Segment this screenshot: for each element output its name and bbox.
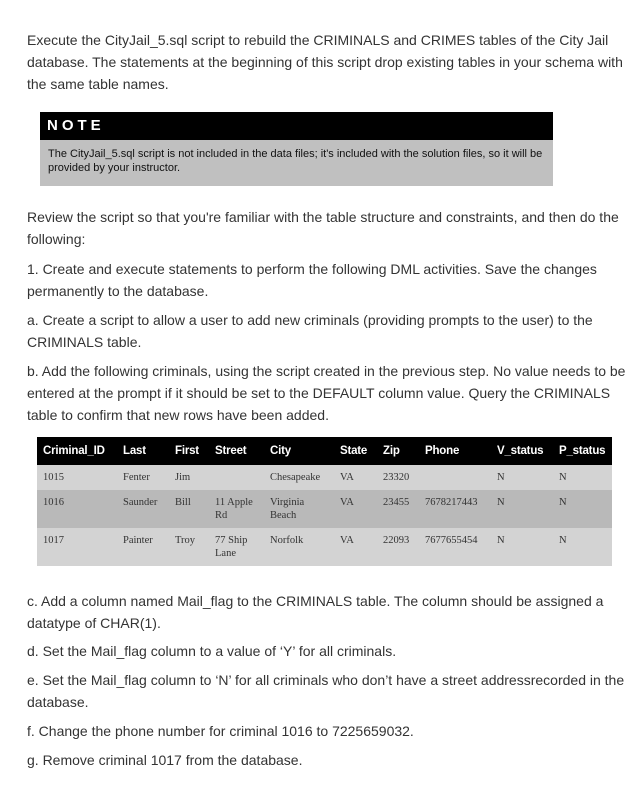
- col-phone: Phone: [419, 437, 491, 465]
- col-zip: Zip: [377, 437, 419, 465]
- cell-phone: 7678217443: [419, 490, 491, 528]
- col-last: Last: [117, 437, 169, 465]
- note-title: NOTE: [40, 112, 553, 140]
- step-b: b. Add the following criminals, using the script created in the previous step. No value needs to be entered at the prompt if it should be set to the DEFAULT column value. Query the CRIMINALS table to confirm that new rows have been added.: [27, 363, 626, 423]
- note-box: [40, 112, 553, 186]
- step-1: 1. Create and execute statements to perform the following DML activities. Save the changes permanently to the database.: [27, 261, 597, 299]
- cell-p-status: N: [553, 490, 612, 528]
- review-paragraph: Review the script so that you're familiar with the table structure and constraints, and then do the following:: [27, 209, 619, 247]
- step-g: g. Remove criminal 1017 from the database.: [27, 752, 303, 768]
- cell-first: Bill: [169, 490, 209, 528]
- cell-zip: 22093: [377, 528, 419, 566]
- cell-phone: [419, 465, 491, 490]
- table-header-row: [37, 437, 612, 465]
- cell-street: 77 Ship Lane: [209, 528, 264, 566]
- cell-v-status: N: [491, 528, 553, 566]
- note-body: The CityJail_5.sql script is not included in the data files; it's included with the solution files, so it will be provided by your instructor.: [48, 148, 543, 174]
- cell-last: Fenter: [117, 465, 169, 490]
- cell-zip: 23320: [377, 465, 419, 490]
- cell-street: 11 Apple Rd: [209, 490, 264, 528]
- step-e: e. Set the Mail_flag column to ‘N’ for all criminals who don’t have a street addressrecorded in the database.: [27, 672, 625, 710]
- cell-city: Virginia Beach: [264, 490, 334, 528]
- cell-street: [209, 465, 264, 490]
- cell-last: Saunder: [117, 490, 169, 528]
- cell-criminal-id: 1017: [37, 528, 117, 566]
- table-row: [37, 490, 612, 528]
- col-criminal-id: Criminal_ID: [37, 437, 117, 465]
- table-row: [37, 528, 612, 566]
- table-row: [37, 465, 612, 490]
- cell-last: Painter: [117, 528, 169, 566]
- criminals-table: [37, 437, 612, 566]
- cell-state: VA: [334, 528, 377, 566]
- col-state: State: [334, 437, 377, 465]
- col-street: Street: [209, 437, 264, 465]
- cell-zip: 23455: [377, 490, 419, 528]
- cell-city: Chesapeake: [264, 465, 334, 490]
- cell-state: VA: [334, 490, 377, 528]
- cell-first: Jim: [169, 465, 209, 490]
- cell-first: Troy: [169, 528, 209, 566]
- col-city: City: [264, 437, 334, 465]
- cell-p-status: N: [553, 465, 612, 490]
- cell-criminal-id: 1016: [37, 490, 117, 528]
- cell-v-status: N: [491, 465, 553, 490]
- step-c: c. Add a column named Mail_flag to the CRIMINALS table. The column should be assigned a datatype of CHAR(1).: [27, 593, 604, 631]
- cell-criminal-id: 1015: [37, 465, 117, 490]
- step-f: f. Change the phone number for criminal 1016 to 7225659032.: [27, 723, 414, 739]
- cell-city: Norfolk: [264, 528, 334, 566]
- cell-v-status: N: [491, 490, 553, 528]
- col-p-status: P_status: [553, 437, 612, 465]
- step-d: d. Set the Mail_flag column to a value of ‘Y’ for all criminals.: [27, 643, 397, 659]
- intro-paragraph: Execute the CityJail_5.sql script to rebuild the CRIMINALS and CRIMES tables of the City Jail database. The statements at the beginning of this script drop existing tables in your schema with the same table names.: [27, 32, 623, 92]
- cell-phone: 7677655454: [419, 528, 491, 566]
- cell-state: VA: [334, 465, 377, 490]
- cell-p-status: N: [553, 528, 612, 566]
- col-first: First: [169, 437, 209, 465]
- step-a: a. Create a script to allow a user to add new criminals (providing prompts to the user) to the CRIMINALS table.: [27, 312, 593, 350]
- col-v-status: V_status: [491, 437, 553, 465]
